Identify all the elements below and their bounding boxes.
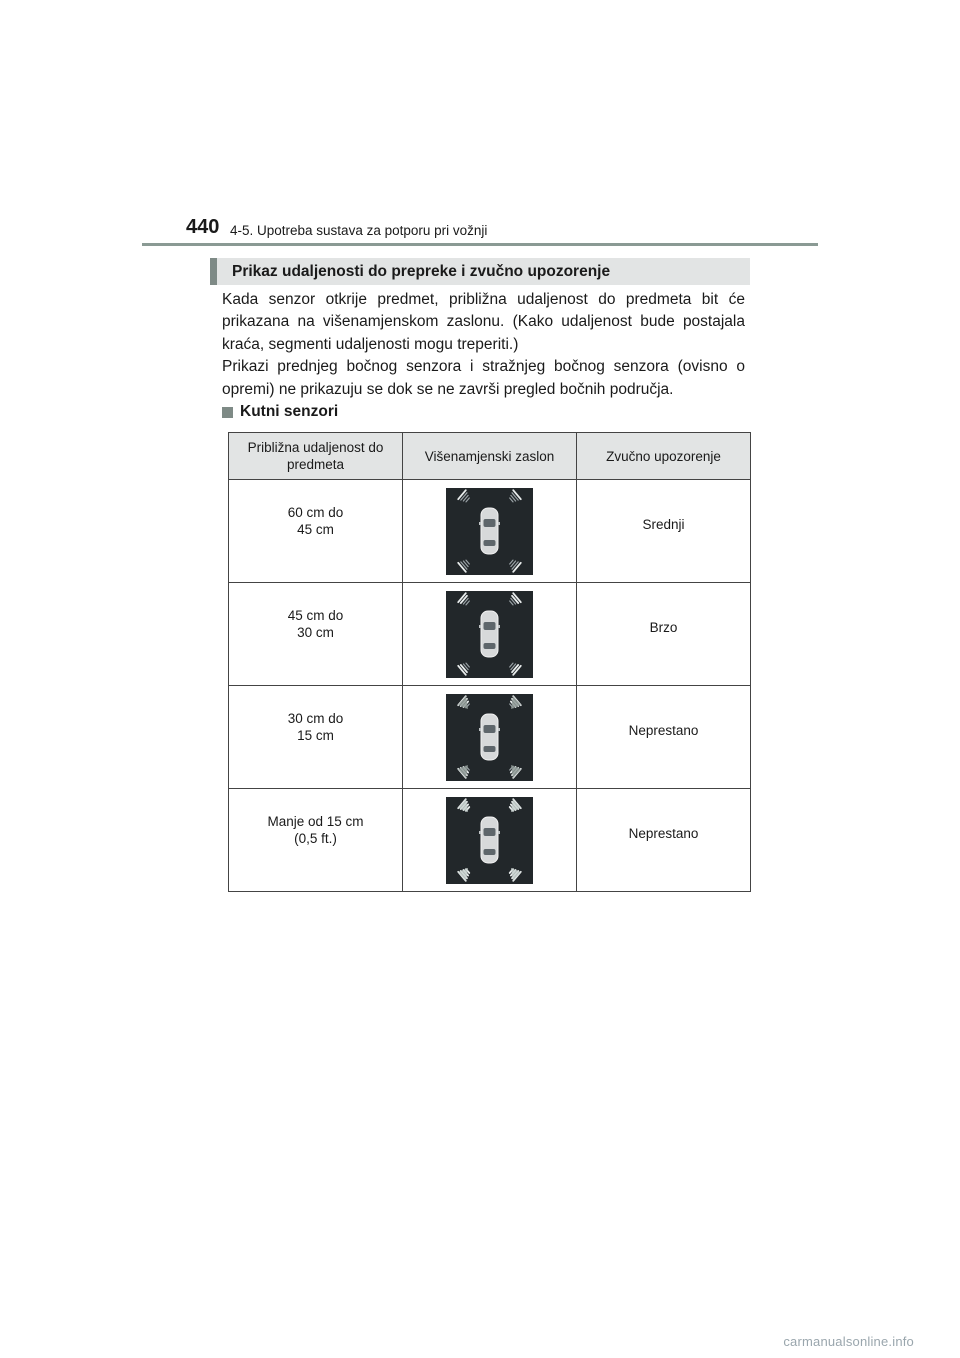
table-row xyxy=(229,480,751,583)
header-display: Višenamjenski zaslon xyxy=(403,433,577,480)
header-buzzer: Zvučno upozorenje xyxy=(577,433,751,480)
square-bullet-icon xyxy=(222,407,233,418)
buzzer-tone: Neprestano xyxy=(628,825,699,841)
car-icon xyxy=(479,508,500,554)
display-cell xyxy=(403,686,577,789)
distance-cell xyxy=(229,789,403,892)
buzzer-cell xyxy=(577,686,751,789)
table-row xyxy=(229,583,751,686)
table-row xyxy=(229,789,751,892)
distance-cell xyxy=(229,583,403,686)
car-icon xyxy=(479,714,500,760)
intro-text xyxy=(222,289,745,401)
buzzer-cell xyxy=(577,583,751,686)
buzzer-cell xyxy=(577,789,751,892)
chapter-title: 4-5. Upotreba sustava za potporu pri vožnji xyxy=(230,223,488,238)
page-number: 440 xyxy=(186,216,220,238)
watermark: carmanualsonline.info xyxy=(783,1334,914,1349)
intro-paragraph-2: Prikazi prednjeg bočnog senzora i stražnjeg bočnog senzora (ovisno o opremi) ne prikazuju se dok se ne završi pregled bočnih područja. xyxy=(222,358,745,398)
display-illustration xyxy=(446,488,533,575)
header-distance: Približna udaljenost do predmeta xyxy=(229,433,403,480)
distance-line-1: Manje od 15 cm xyxy=(267,814,364,829)
distance-line-2: 30 cm xyxy=(297,625,334,640)
buzzer-cell xyxy=(577,480,751,583)
display-cell xyxy=(403,789,577,892)
display-illustration xyxy=(446,797,533,884)
buzzer-tone: Neprestano xyxy=(628,722,699,738)
distance-line-1: 30 cm do xyxy=(287,711,344,726)
car-icon xyxy=(479,817,500,863)
table-row xyxy=(229,686,751,789)
section-title: Prikaz udaljenosti do prepreke i zvučno upozorenje xyxy=(232,263,611,280)
table-header-row xyxy=(229,433,751,480)
distance-line-2: 45 cm xyxy=(297,522,334,537)
section-heading-bar xyxy=(210,258,750,285)
subsection-heading xyxy=(222,402,338,422)
corner-sensor-table xyxy=(228,432,751,892)
distance-line-2: (0,5 ft.) xyxy=(294,831,337,846)
distance-line-1: 45 cm do xyxy=(287,608,344,623)
display-cell xyxy=(403,480,577,583)
distance-cell xyxy=(229,686,403,789)
subsection-title: Kutni senzori xyxy=(240,403,339,420)
buzzer-tone: Brzo xyxy=(649,619,678,635)
distance-line-2: 15 cm xyxy=(297,728,334,743)
car-icon xyxy=(479,611,500,657)
buzzer-tone: Srednji xyxy=(642,516,685,532)
distance-line-1: 60 cm do xyxy=(287,505,344,520)
display-cell xyxy=(403,583,577,686)
display-illustration xyxy=(446,591,533,678)
distance-cell xyxy=(229,480,403,583)
display-illustration xyxy=(446,694,533,781)
header-divider xyxy=(142,243,818,246)
intro-paragraph-1: Kada senzor otkrije predmet, približna udaljenost do predmeta bit će prikazana na višenamjenskom zaslonu. (Kako udaljenost bude postajala kraća, segmenti udaljenosti mogu treperiti.) xyxy=(222,291,745,353)
